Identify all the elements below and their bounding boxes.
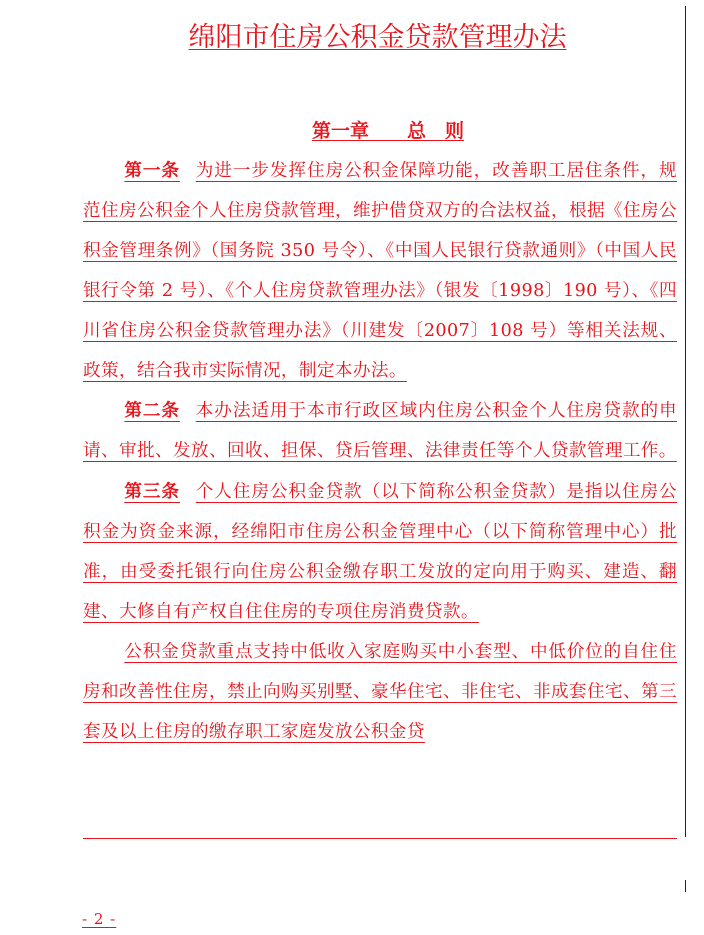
article-3-label: 第三条 [124, 481, 180, 503]
article-3 [83, 472, 677, 633]
text-bottom-rule [83, 838, 677, 839]
article-3-text: 个人住房公积金贷款（以下简称公积金贷款）是指以住房公积金为资金来源，经绵阳市住房公积金管理中心（以下简称管理中心）批准，由受委托银行向住房公积金缴存职工发放的定向用于购买、建造、翻建、大修自有产权自住住房的专项住房消费贷款。 [83, 482, 678, 622]
binding-margin-mark [685, 880, 686, 892]
document-title: 绵阳市住房公积金贷款管理办法 [188, 22, 567, 53]
article-1 [83, 151, 677, 391]
chapter-heading: 第一章 总 则 [312, 120, 465, 142]
article-2 [83, 391, 677, 472]
article-2-label: 第二条 [124, 400, 180, 422]
binding-margin-line [685, 6, 686, 837]
document-body [83, 151, 677, 753]
page-number: - 2 - [82, 910, 117, 928]
article-3-paragraph-2 [83, 633, 677, 753]
article-1-label: 第一条 [124, 160, 180, 181]
article-2-text: 本办法适用于本市行政区域内住房公积金个人住房贷款的申请、审批、发放、回收、担保、贷后管理、法律责任等个人贷款管理工作。 [83, 401, 678, 462]
article-1-text: 为进一步发挥住房公积金保障功能，改善职工居住条件，规范住房公积金个人住房贷款管理，维护借贷双方的合法权益，根据《住房公积金管理条例》（国务院 350 号令）、《中国人民银行贷款通则》（中国人民银行令第 2 号）、《个人住房贷款管理办法》（银发〔1998〕190 号）、《四川省住房公积金贷款管理办法》（川建发〔2007〕108 号）等相关法规、政策，结合我市实际情况，制定本办法。 [83, 161, 678, 381]
article-3-paragraph-2-text: 公积金贷款重点支持中低收入家庭购买中小套型、中低价位的自住住房和改善性住房，禁止向购买别墅、豪华住宅、非住宅、非成套住宅、第三套及以上住房的缴存职工家庭发放公积金贷 [83, 641, 677, 742]
